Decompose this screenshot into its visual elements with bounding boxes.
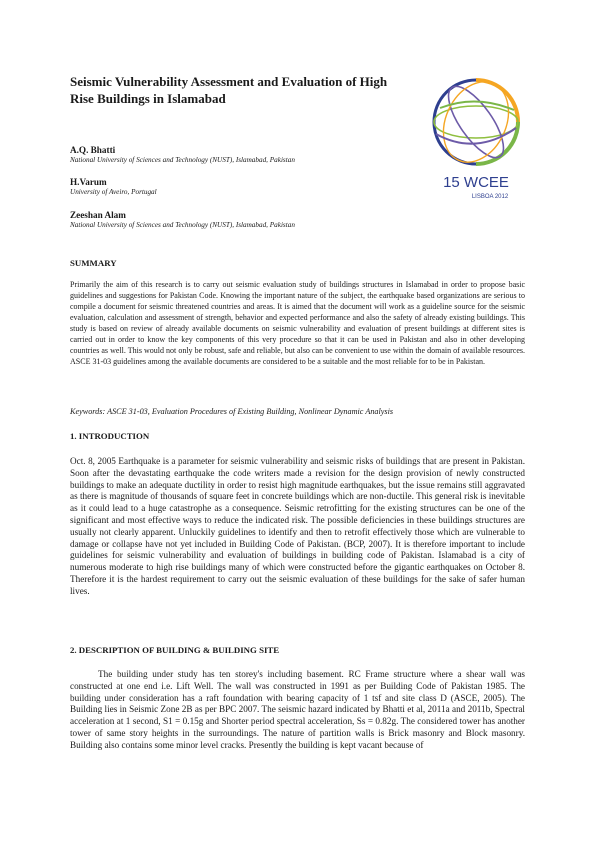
author-affiliation: National University of Sciences and Technology (NUST), Islamabad, Pakistan — [70, 156, 295, 164]
author-name: Zeeshan Alam — [70, 210, 126, 220]
section-body: Oct. 8, 2005 Earthquake is a parameter for seismic vulnerability and seismic risks of buildings that are present in Pakistan. Soon after the devastating earthquake the code writers made a revision for the design provision of newly constructed buildings to make an adequate ductility in order to resist high magnitude earthquakes, but the issue remains still aggravated as there is magnitude of thousands of square feet in concrete buildings which are non-ductile. This general risk is inevitable as it could lead to a huge catastrophe as a consequence. Seismic retrofitting for the existing structures can be one of the significant and most effective ways to reduce the indicated risk. The possible deficiencies in these buildings structures are usually not clearly apparent. Unluckily guidelines to identify and then to retrofit effectively those which are vulnerable to damage or collapse have not yet included in Building Code of Pakistan. (BCP, 2007). It is therefore important to include guidelines for seismic vulnerability and evaluation of buildings in building code of Pakistan. Islamabad is a city of numerous moderate to high rise buildings many of which were constructed before the gigantic earthquakes on October 8. Therefore it is the hardest requirement to carry out the seismic evaluation of these buildings for the sake of safer human lives. — [70, 456, 525, 596]
section-body: The building under study has ten storey's including basement. RC Frame structure where a shear wall was constructed at one end i.e. Lift Well. The wall was constructed in 1991 as per Building Code of Pakistan 1985. The building under consideration has a raft foundation with bearing capacity of 1 tsf and site class D (ASCE, 2005). The Building lies in Seismic Zone 2B as per BPC 2007. The seismic hazard indicated by Bhatti et al, 2011a and 2011b, Spectral acceleration at 1 second, S1 = 0.15g and Shorter period spectral acceleration, Ss = 0.82g. The considered tower has another tower of same story heights in the surroundings. The nature of partition walls is Brick masonry and Block masonry. Building also contains some minor level cracks. Presently the building is kept vacant because of — [70, 669, 525, 750]
summary-heading: SUMMARY — [70, 258, 117, 268]
section-heading: 1. INTRODUCTION — [70, 431, 150, 441]
keywords: Keywords: ASCE 31-03, Evaluation Procedures of Existing Building, Nonlinear Dynamic Analysis — [70, 407, 394, 416]
author-name: H.Varum — [70, 177, 107, 187]
logo-globe-icon — [431, 71, 521, 172]
section-heading: 2. DESCRIPTION OF BUILDING & BUILDING SITE — [70, 645, 280, 655]
summary-text: Primarily the aim of this research is to carry out seismic evaluation study of buildings structures in Islamabad in order to propose basic guidelines and suggestions for Pakistan Code. Knowing the important nature of the subject, the earthquake based organizations are serious to compile a document for seismic threatened countries and areas. It is aimed that the document will work as a guideline source for the seismic evaluation, calculation and assessment of strength, behavior and expected performance and also the safety of already existing buildings. This study is based on review of already available documents on seismic vulnerability and evaluation of present buildings at different sites is carried out in order to know the key components of this very procedure so that it can be used in Pakistan and also in other developing countries as well. This would not only be robust, safe and reliable, but also can be convenient to use within the domain of available resources. ASCE 31-03 guidelines among the available documents are considered to be a suitable and the most reliable for to be in Pakistan. — [70, 280, 525, 366]
logo-text: 15 WCEE — [443, 174, 509, 191]
author-affiliation: National University of Sciences and Technology (NUST), Islamabad, Pakistan — [70, 221, 295, 229]
author-affiliation: University of Aveiro, Portugal — [70, 188, 157, 196]
paper-title: Seismic Vulnerability Assessment and Evaluation of High Rise Buildings in Islamabad — [70, 74, 388, 106]
logo-subtext: LISBOA 2012 — [471, 194, 509, 200]
author-name: A.Q. Bhatti — [70, 145, 116, 155]
conference-logo — [424, 70, 528, 202]
